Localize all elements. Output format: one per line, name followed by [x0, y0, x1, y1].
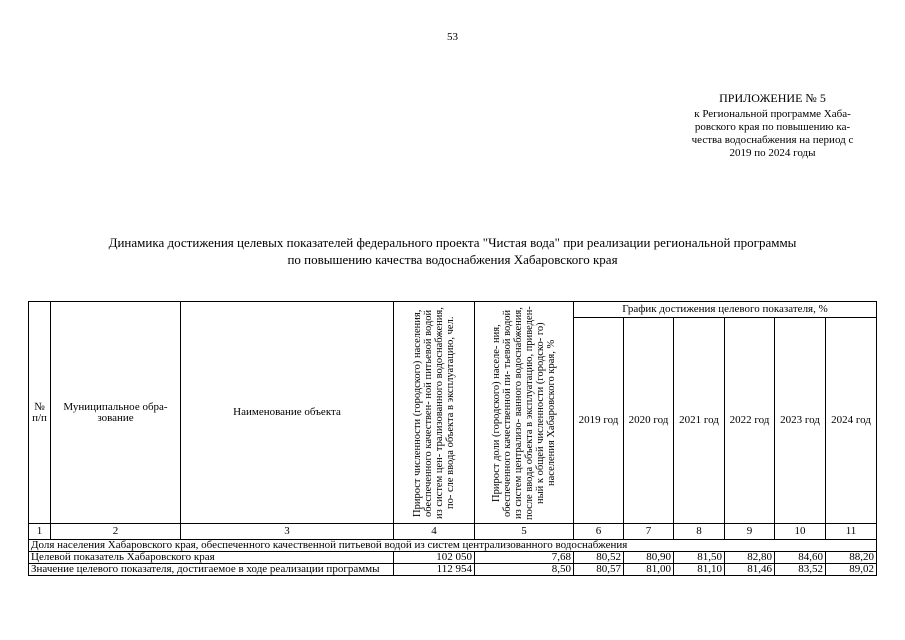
document-title-line: Динамика достижения целевых показателей федерального проекта "Чистая вода" при реализации региональной программы: [108, 235, 797, 250]
column-index: 2: [51, 524, 181, 540]
header-population-growth-text: Прирост численности (городского) населения, обеспеченного качествен- ной питьевой водой из систем цен- трализованного водоснабжения, по- сле ввода объекта в эксплуатацию, чел.: [412, 306, 456, 519]
header-num: № п/п: [29, 302, 51, 524]
header-year: 2019 год: [574, 318, 624, 524]
row-year-value: 81,10: [674, 564, 725, 576]
header-municipality: Муниципальное обра- зование: [51, 302, 181, 524]
header-row: [29, 302, 877, 318]
table-row: [29, 564, 877, 576]
column-index: 5: [475, 524, 574, 540]
row-year-value: 82,80: [725, 552, 775, 564]
section-row: [29, 540, 877, 552]
row-year-value: 81,00: [624, 564, 674, 576]
indicators-table: [28, 301, 877, 576]
column-index: 11: [826, 524, 877, 540]
row-share: 8,50: [475, 564, 574, 576]
appendix-line: 2019 по 2024 годы: [729, 147, 816, 159]
row-population: 112 954: [394, 564, 475, 576]
row-year-value: 80,57: [574, 564, 624, 576]
row-population: 102 050: [394, 552, 475, 564]
row-share: 7,68: [475, 552, 574, 564]
header-share-growth: [475, 302, 574, 524]
section-title: Доля населения Хабаровского края, обеспеченного качественной питьевой водой из систем централизованного водоснабжения: [29, 540, 877, 552]
column-index: 4: [394, 524, 475, 540]
appendix-line: чества водоснабжения на период с: [691, 134, 854, 146]
row-year-value: 83,52: [775, 564, 826, 576]
column-index: 10: [775, 524, 826, 540]
row-year-value: 88,20: [826, 552, 877, 564]
column-index: 1: [29, 524, 51, 540]
header-year: 2022 год: [725, 318, 775, 524]
page-number: 53: [447, 31, 458, 43]
header-schedule: График достижения целевого показателя, %: [574, 302, 877, 318]
header-share-growth-text: Прирост доли (городского) населе- ния, обеспеченного качественной пи- тьевой водой из систем централизо- ванного водоснабжения, после ввода объекта в эксплуатацию, приведен- ный к общей численности (городско- го) населения Хабаровского края, %: [491, 305, 557, 520]
appendix-line: ровского края по повышению ка-: [694, 121, 851, 133]
header-year: 2024 год: [826, 318, 877, 524]
header-year: 2021 год: [674, 318, 725, 524]
table-row: [29, 552, 877, 564]
header-population-growth: [394, 302, 475, 524]
row-label: Целевой показатель Хабаровского края: [29, 552, 394, 564]
column-index: 7: [624, 524, 674, 540]
row-year-value: 81,46: [725, 564, 775, 576]
header-year: 2020 год: [624, 318, 674, 524]
row-year-value: 84,60: [775, 552, 826, 564]
row-year-value: 80,90: [624, 552, 674, 564]
document-title-line: по повышению качества водоснабжения Хабаровского края: [287, 252, 618, 267]
column-index: 8: [674, 524, 725, 540]
column-index: 3: [181, 524, 394, 540]
row-year-value: 89,02: [826, 564, 877, 576]
column-index-row: [29, 524, 877, 540]
row-label: Значение целевого показателя, достигаемое в ходе реализации программы: [29, 564, 394, 576]
row-year-value: 81,50: [674, 552, 725, 564]
appendix-title: ПРИЛОЖЕНИЕ № 5: [719, 91, 826, 105]
appendix-line: к Региональной программе Хаба-: [694, 108, 851, 120]
column-index: 9: [725, 524, 775, 540]
document-title: [30, 234, 875, 268]
column-index: 6: [574, 524, 624, 540]
header-object-name: Наименование объекта: [181, 302, 394, 524]
appendix-block: [670, 92, 875, 160]
row-year-value: 80,52: [574, 552, 624, 564]
header-year: 2023 год: [775, 318, 826, 524]
